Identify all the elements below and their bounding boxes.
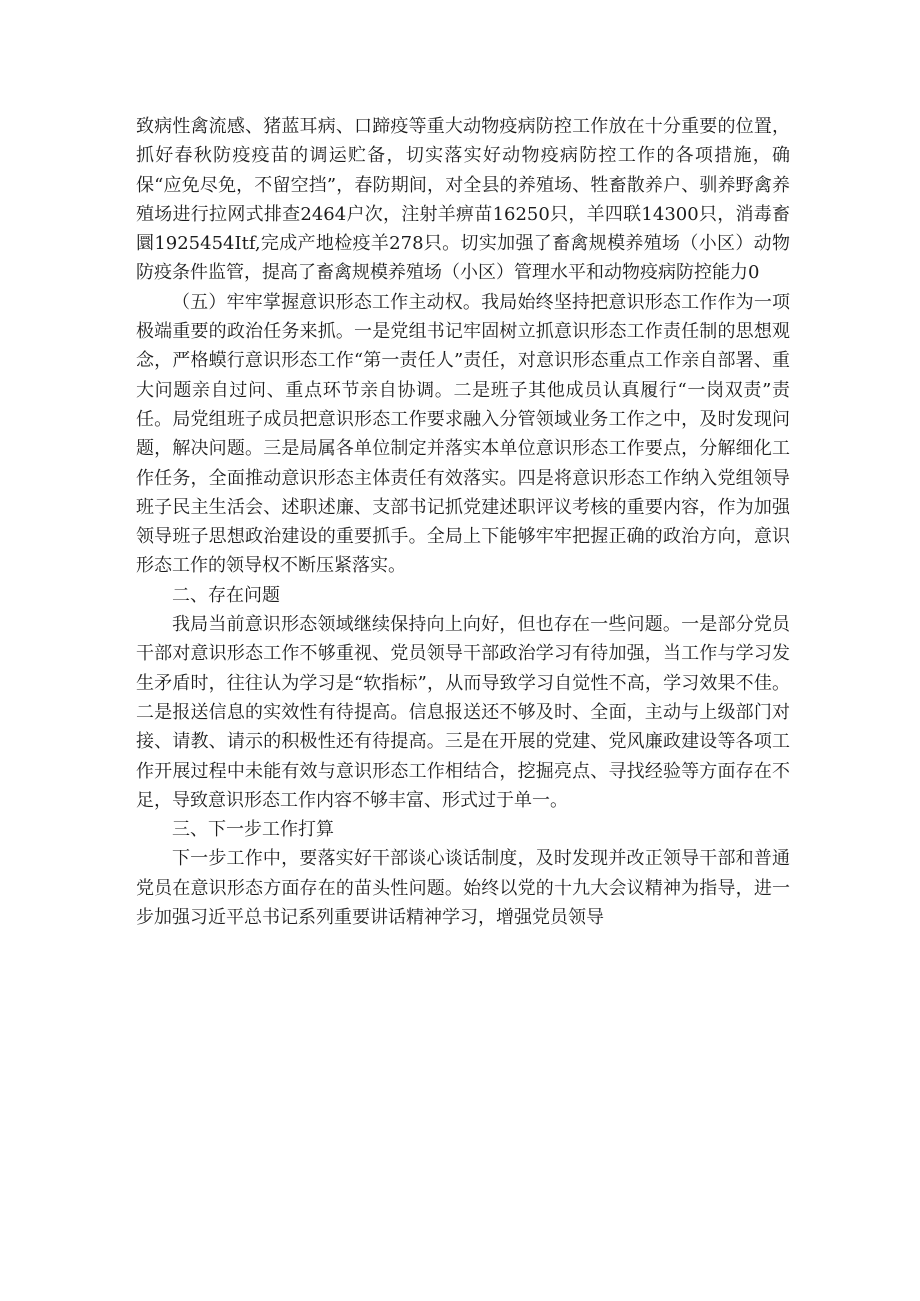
paragraph-next-steps: 下一步工作中，要落实好干部谈心谈话制度，及时发现并改正领导干部和普通党员在意识形态方面存在的苗头性问题。始终以党的十九大会议精神为指导，进一步加强习近平总书记系列重要讲话精神学习，增强党员领导 (136, 848, 790, 929)
paragraph-existing-problems: 我局当前意识形态领域继续保持向上向好，但也存在一些问题。一是部分党员干部对意识形态工作不够重视、党员领导干部政治学习有待加强，当工作与学习发生矛盾时，往往认为学习是“软指标”，从而导致学习自觉性不高，学习效果不佳。二是报送信息的实效性有待提高。信息报送还不够及时、全面，主动与上级部门对接、请教、请示的积极性还有待提高。三是在开展的党建、党风廉政建设等各项工作开展过程中未能有效与意识形态工作相结合，挖掘亮点、寻找经验等方面存在不足，导致意识形态工作内容不够丰富、形式过于单一。 (136, 614, 790, 811)
section-heading-next-steps: 三、下一步工作打算 (172, 819, 334, 841)
paragraph-animal-epidemic-prevention: 致病性禽流感、猪蓝耳病、口蹄疫等重大动物疫病防控工作放在十分重要的位置，抓好春秋防疫疫苗的调运贮备，切实落实好动物疫病防控工作的各项措施，确保“应免尽免，不留空挡”，春防期间，对全县的养殖场、牲畜散养户、驯养野禽养殖场进行拉网式排查2464户次，注射羊痹苗16250只，羊四联14300只，消毒畜圜1925454Itf,完成产地检疫羊278只。切实加强了畜禽规模养殖场（小区）动物防疫条件监管，提高了畜禽规模养殖场（小区）管理水平和动物疫病防控能力0 (136, 116, 790, 284)
paragraph-ideology-leadership: （五）牢牢掌握意识形态工作主动权。我局始终坚持把意识形态工作作为一项极端重要的政治任务来抓。一是党组书记牢固树立抓意识形态工作责任制的思想观念，严格蟆行意识形态工作“第一责任人”责任，对意识形态重点工作亲自部署、重大问题亲自过问、重点环节亲自协调。二是班子其他成员认真履行“一岗双责”责任。局党组班子成员把意识形态工作要求融入分管领域业务工作之中，及时发现问题，解决问题。三是局属各单位制定并落实本单位意识形态工作要点，分解细化工作任务，全面推动意识形态主体责任有效落实。四是将意识形态工作纳入党组领导班子民主生活会、述职述廉、支部书记抓党建述职评议考核的重要内容，作为加强领导班子思想政治建设的重要抓手。全局上下能够牢牢把握正确的政治方向，意识形态工作的领导权不断压紧落实。 (136, 291, 790, 577)
section-heading-existing-problems: 二、存在问题 (172, 584, 280, 606)
document-page (136, 112, 790, 932)
